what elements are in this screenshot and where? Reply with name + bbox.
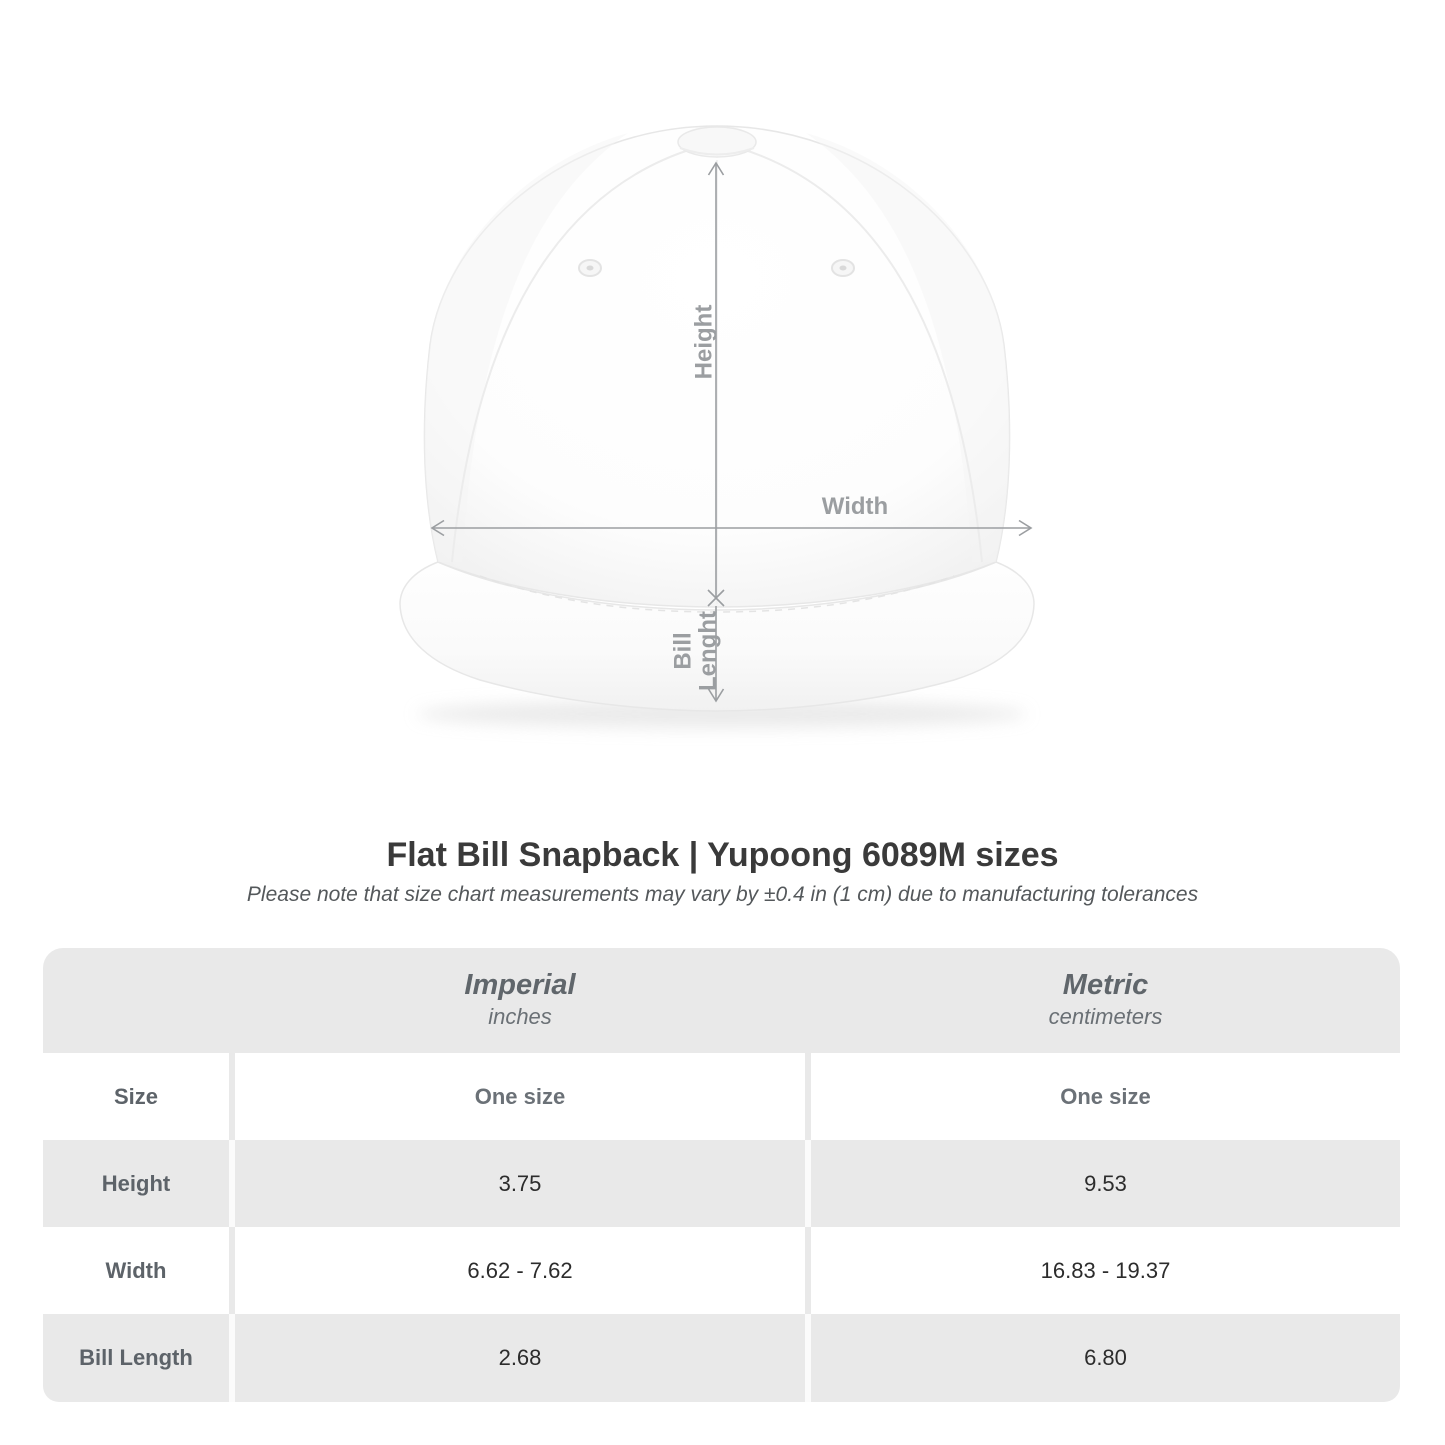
row-label: Bill Length [79,1345,193,1370]
imperial-value: 3.75 [498,1170,542,1196]
page-title: Flat Bill Snapback | Yupoong 6089M sizes [386,836,1059,874]
imperial-value: One size [474,1083,566,1109]
metric-value: 16.83 - 19.37 [1040,1257,1171,1283]
header-spacer [43,948,229,1053]
size-table-header [43,948,1400,1053]
hat-top-button [678,127,756,157]
size-table [43,948,1400,1402]
header-imperial [235,948,805,1053]
metric-value: 6.80 [1084,1345,1127,1370]
metric-value: One size [1060,1083,1151,1109]
metric-value: 9.53 [1084,1170,1127,1196]
width-dimension-label: Width [821,493,889,520]
imperial-value: 2.68 [498,1345,542,1370]
bill-length-dimension-label-line1: Bill [669,632,697,670]
metric-header-label: Metric [1062,969,1149,1002]
row-label: Height [101,1170,171,1196]
bill-length-dimension-label-line2: Lenght [694,611,722,691]
table-row-bill-length [43,1314,1400,1402]
imperial-value: 6.62 - 7.62 [467,1257,573,1283]
right-eyelet [832,260,854,276]
row-label: Width [105,1257,167,1283]
table-row-height [43,1140,1400,1227]
table-row-width [43,1227,1400,1314]
metric-header-unit: centimeters [1048,1004,1163,1030]
table-row-size [43,1053,1400,1140]
height-dimension-label: Height [690,304,718,380]
imperial-header-unit: inches [488,1004,552,1030]
imperial-header-label: Imperial [464,969,576,1002]
row-label: Size [113,1083,159,1109]
header-metric [811,948,1400,1053]
page-subtitle: Please note that size chart measurements may vary by ±0.4 in (1 cm) due to manufacturing tolerances [246,883,1199,906]
left-eyelet [579,260,601,276]
